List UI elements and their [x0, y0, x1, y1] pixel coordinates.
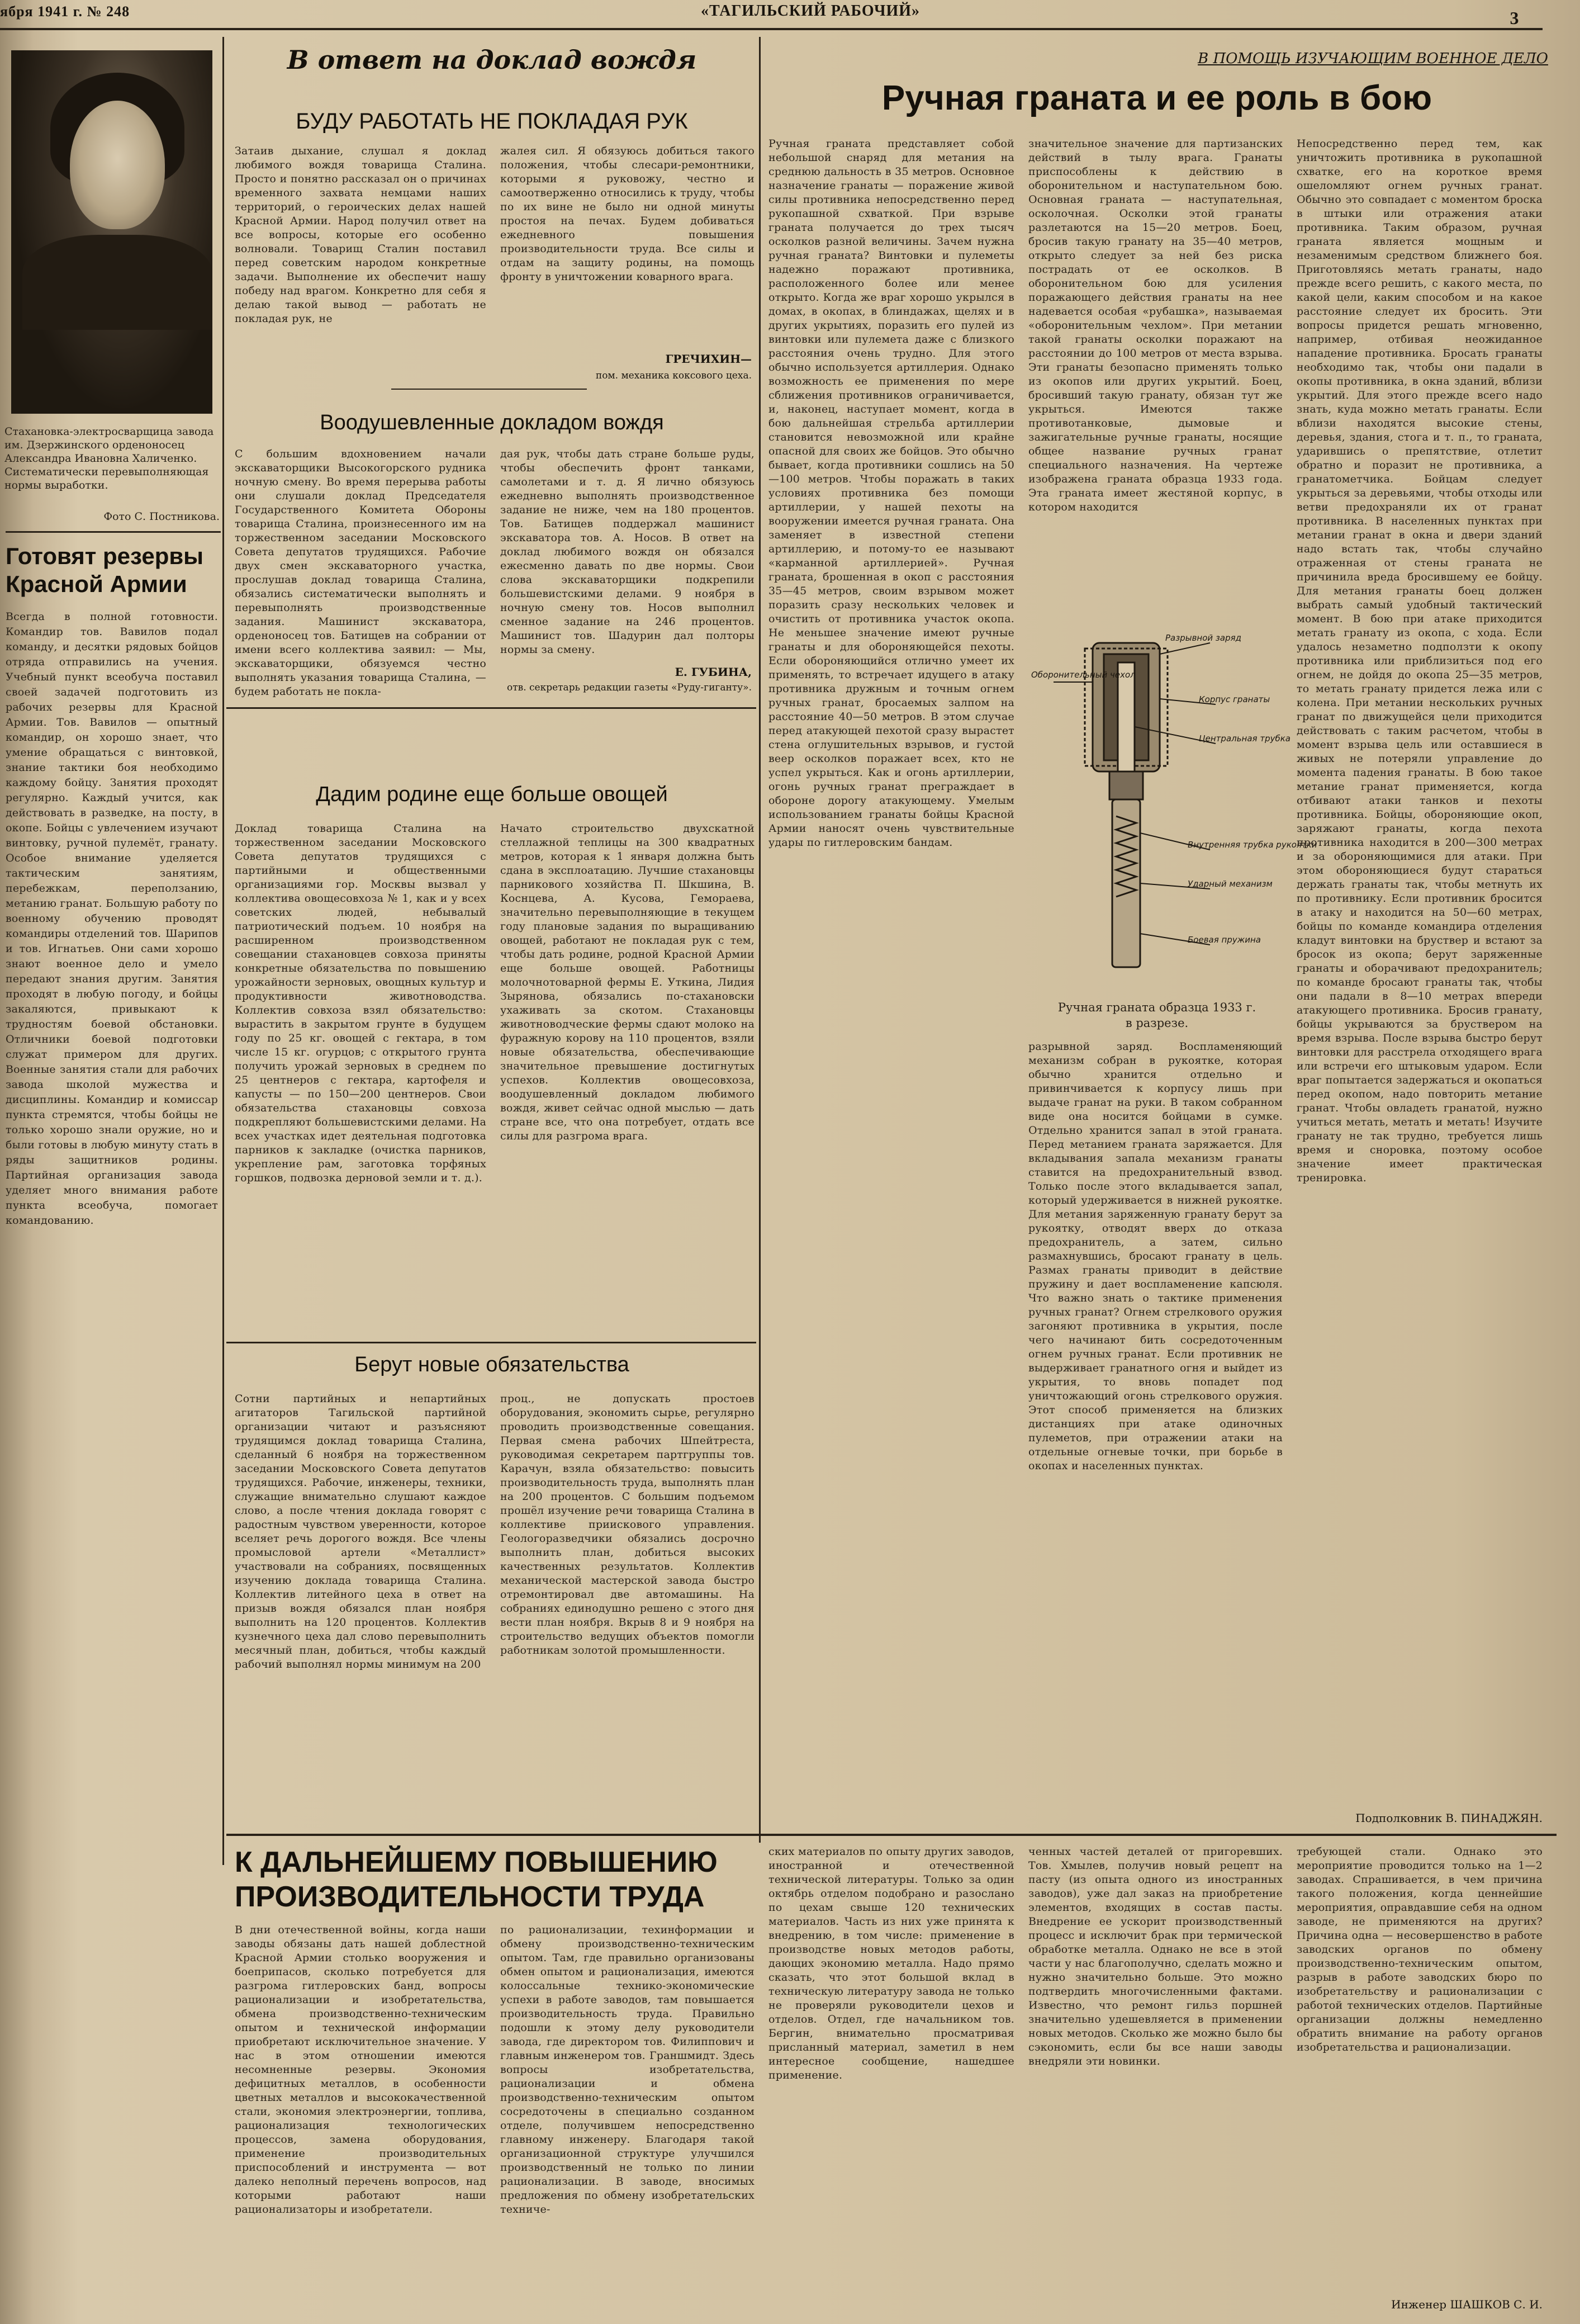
productivity-col4: ченных частей деталей от пригоревших. Тов. Хмылев, получив новый рецепт на пасту (из опыта одного из иностранных заводов), уже дал заказ на приобретение элементов, входящих в состав пасты. Внедрение ее ускорит производственный процесс и исключит брак при термической обработке металла. Однако не все в этой части у нас благополучно, сделать можно и нужно значительно больше. Это можно подтвердить многочисленными фактами. Известно, что ремонт гильз поршней значительно удешевляется в применении новых методов. Сколько же можно было бы сэкономить, если бы все наши заводы внедряли эти новинки. [1028, 1845, 1283, 2067]
grenade-diagram [1031, 632, 1317, 995]
diagram-label: Разрывной заряд [1165, 633, 1242, 643]
page-number: 3 [1510, 8, 1520, 28]
column-rubric: В ПОМОЩЬ ИЗУЧАЮЩИМ ВОЕННОЕ ДЕЛО [1198, 50, 1548, 67]
diagram-label: Оборонительный чехол [1031, 670, 1136, 680]
photo-coat [22, 235, 212, 330]
section-rule [391, 389, 587, 390]
label-leader [1160, 643, 1210, 654]
grenade-col3: Непосредственно перед тем, как уничтожить противника в рукопашной схватке, его на короткое время ошеломляют огнем ручных гранат. Обычно это совпадает с моментом броска в штыки или отражения атаки противника. Таким образом, ручная граната является мощным и незаменимым средством ближнего боя. Приготовляясь метать гранаты, надо прежде всего решить, с какого места, по какой цели, каким способом и на какое расстояние следует их бросить. Эти вопросы придется решать мгновенно, например, отбивая неожиданное нападение противника. Бросать гранаты необходимо так, чтобы они падали в окопы противника, в окна зданий, вблизи укрытий. Для этого прежде всего надо знать, куда можно метать гранаты. Если вблизи находятся высокие стены, деревья, здания, стога и т. п., то граната, ударившись о препятствие, отлетит обратно и поразит не противника, а гранатометчика. Бойцам следует укрыться за деревьями, чтобы отходы или ветви предохраняли их от гранат противника. В населенных пунктах при метании гранат в окна и двери зданий надо встать так, чтобы случайно отраженная от стены граната не причинила вреда бросившему ее бойцу. Для метания гранаты боец должен выбрать самый удобный тактический момент. В бою при атаке приходится метать гранату из окопа, с хода. Если удалось незаметно подползти к окопу противника или приблизиться под его огнем, не дойдя до окопа 25—35 метров, то метать гранату придется лежа или с колена. При метании нескольких ручных гранат по движущейся цели приходится действовать с таким расчетом, чтобы в момент взрыва цель или оставшиеся в живых не потеряли управление до момента падения гранаты. В бою такое метание гранат применяется, когда отбивают атаки танков и пехоты противника. Бойцы, обороняющие окоп, заряжают гранаты, когда пехота противника находится в 200—300 метрах и за обороняющимися для атаки. При этом обороняющиеся будут стараться держать гранаты так, чтобы метнуть их по противнику. Если противник бросится в атаку и находится на 50—60 метрах, бойцы по команде командира отделения кладут винтовки на бруствер и встают за бросок из окопа; берут заряженные гранаты и оборачивают предохранитель; по команде бросают гранаты так, чтобы они падали в 8—10 метрах впереди атакующего противника. Бросив гранату, бойцы укрываются за бруствером на время взрыва. После взрыва быстро берут винтовки для расстрела отходящего врага или встречи его штыковым ударом. Если враг попытается задержаться и окопаться перед окопом, надо повторить метание гранат. Чтобы овладеть гранатой, нужно учиться метать, метать и метать! Изучите гранату не так трудно, требуется лишь время и сноровка, поэтому особое значение имеет практическая тренировка. [1297, 138, 1543, 1184]
issue-date: ября 1941 г. № 248 [0, 3, 130, 20]
diagram-caption: Ручная граната образца 1933 г. [1057, 1001, 1256, 1014]
productivity-col2: по рационализации, техинформации и обмену производственно-техническим опытом. Там, где правильно организованы обмен опытом и рационализация, имеются колоссальные технико-экономические успехи в работе заводов, там повышается производительность труда. Правильно подошли к этому делу руководители завода, где директором тов. Филиппович и главным инженером тов. Граншмидт. Здесь вопросы изобретательства, рационализации и обмена производственно-техническим опытом сосредоточены в специально созданном отделе, получившем непосредственно главному инженеру. Благодаря такой организационной структуре улучшился производственный не только по линии рационализации. В заводе, вносимых предложения по обмену изобретательских техниче- [500, 1924, 755, 2216]
veg-col2: Начато строительство двухскатной стеллажной теплицы на 300 квадратных метров, которая к 1 января должна быть сдана в эксплоатацию. Лучшие стахановцы парникового хозяйства П. Шкшина, В. Коснцева, А. Кусова, Гемораева, значительно перевыполняющие в текущем году плановые задания по выращиванию овощей, работают не покладая рук с тем, чтобы дать родине, родной Красной Армии еще больше овощей. Работницы молочнотоварной фермы Е. Уткина, Лидия Зырянова, обязались по-стахановски ухаживать за скотом. Стахановцы животноводческие фермы сдают молоко на фуражную корову на 110 процентов, взяли новые обязательства, обеспечивающие значительное превышение достигнутых успехов. Коллектив овощесовхоза, воодушевленный докладом любимого вождя, живет сейчас одной мыслью — дать стране все, что она потребует, отдать все силы для разгрома врага. [500, 822, 755, 1142]
obligations-title: Берут новые обязательства [354, 1353, 629, 1376]
report-col2: дая рук, чтобы дать стране больше руды, чтобы обеспечить фронт танками, самолетами и т. д. Я лично обязуюсь ежедневно выполнять производственное задание не ниже, чем на 180 процентов. Тов. Батищев поддержал машинист экскаватора тов. А. Носов. В ответ на доклад любимого вождя он обязался ежесменно давать по две нормы. Свои слова экскаваторщики подкрепили большевистскими делами. 9 ноября в ночную смену тов. Носов выполнил сменное задание на 246 процентов. Машинист тов. Шадурин дал полторы нормы за смену. [500, 448, 755, 656]
obligations-col1: Сотни партийных и непартийных агитаторов Тагильской партийной организации читают и разъясняют трудящимся доклад товарища Сталина, сделанный 6 ноября на торжественном заседании Московского Совета депутатов трудящихся. Рабочие, инженеры, техники, служащие внимательно слушают каждое слово, а после чтения доклада говорят с радостным чувством уверенности, которое вселяет речь дорогого вождя. Все члены промысловой артели «Металлист» участвовали на собраниях, посвященных изучению доклада товарища Сталина. Коллектив литейного цеха в ответ на призыв вождя обязался план ноября выполнить на 120 процентов. Коллектив кузнечного цеха дал слово перевыполнить месячный план, добиться, чтобы каждый рабочий выполнял нормы минимум на 200 [235, 1393, 486, 1670]
newspaper-name: «ТАГИЛЬСКИЙ РАБОЧИЙ» [700, 2, 921, 20]
report-col1: С большим вдохновением начали экскаваторщики Высокогорского рудника ночную смену. Во время перерыва работы они слушали доклад Председателя Государственного Комитета Обороны товарища Сталина, произнесенного им на торжественном заседании Московского Совета депутатов трудящихся. Рабочие двух смен экскаваторного участка, прослушав доклад товарища Сталина, обязались систематически выполнять и перевыполнять производственные задания. Машинист экскаватора, орденоносец тов. Батищев на собрании от имени всего коллектива заявил: — Мы, экскаваторщики, обязуемся честно выполнять указания товарища Сталина, — будем работать не покла- [235, 448, 486, 698]
diagram-label: Корпус гранаты [1199, 694, 1270, 704]
grenade-title: Ручная граната и ее роль в бою [881, 79, 1432, 117]
section-rule [226, 707, 756, 709]
photo-caption: Стахановка-электросварщица завода им. Дзержинского орденоносец Александра Ивановна Халиченко. Систематически перевыполняющая нормы выработки. [4, 425, 214, 491]
diagram-label: Ударный механизм [1188, 879, 1273, 889]
diagram-caption-2: в разрезе. [1125, 1016, 1189, 1030]
photo-rule [6, 531, 221, 533]
work-col1: Затаив дыхание, слушал я доклад любимого вождя товарища Сталина. Просто и понятно рассказал он о причинах временного захвата немцами наших территорий, о героических делах нашей Красной Армии. Народ получил ответ на все вопросы, которые его особенно волновали. Товарищ Сталин поставил перед советским народом конкретные задачи. Выполнение их обеспечит нашу победу над врагом. Конкретно для себя я делаю такой вывод — работать не покладая рук, не [235, 145, 486, 325]
productivity-col5: требующей стали. Однако это мероприятие проводится только на 1—2 заводах. Спрашивается, в чем причина такого положения, когда ценнейшие мероприятия, оправдавшие себя на одном заводе, не применяются на других? Причина одна — несовершенство в работе заводских органов по обмену производственно-техническим опытом, разрыв в работе заводских бюро по изобретательству и рационализации с работой технических отделов. Партийные организации должны немедленно обратить внимание на работу органов изобретательства и рационализации. [1297, 1845, 1543, 2053]
section-rule [226, 1342, 756, 1343]
masthead-rule [0, 28, 1543, 30]
obligations-col2: проц., не допускать простоев оборудования, экономить сырье, регулярно проводить производственные совещания. Первая смена рабочих Шпейтрестa, руководимая секретарем партгруппы тов. Карачун, взяла обязательство: повысить производительность труда, выполнять план на 200 процентов. С большим подъемом прошёл изучение речи товарища Сталина в коллективе приискового управления. Геологоразведчики обязались досрочно выполнить план, добиться высоких качественных результатов. Коллектив механической мастерской завода быстро отремонтировал две автомашины. На собраниях единодушно решено с этого дня вести план ноября. Вкрыв 8 и 9 ноября на строительство ведущих объектов помогли работникам золотой промышленности. [500, 1393, 755, 1656]
section-banner: В ответ на доклад вождя [287, 45, 697, 75]
section-rule [226, 1834, 1557, 1836]
grenade-col2b: разрывной заряд. Воспламеняющий механизм собран в рукоятке, которая обычно хранится отдельно и привинчивается к корпусу лишь при выдаче гранат на руки. В таком собранном виде она носится бойцами в сумке. Отдельно хранится запал в этой граната. Перед метанием граната заряжается. Для вкладывания запала механизм гранаты ставится на предохранительный взвод. Только после этого вкладывается запал, который удерживается в нижней рукоятке. Для метания заряженную гранату берут за рукоятку, отводят вверх до отказа предохранитель, а затем, сильно размахнувшись, бросают гранату в цель. Размах гранаты приводит в действие пружину и дает воспламенение капсюля. Что важно знать о тактике применения ручных гранат? Огнем стрелкового оружия загоняют противника в укрытия, после чего начинают бить сосредоточенным огнем ручных гранат. Если противник не выдерживает гранатного огня и выйдет из укрытия, то вновь попадет под уничтожающий огонь стрелкового оружия. Этот способ применяется на близких дистанциях при атаке одиночных пулеметов, при отражении атаки на отдельные огневые точки, при борьбе в окопах и населенных пунктах. [1028, 1040, 1283, 1472]
productivity-signature: Инженер ШАШКОВ С. И. [1391, 2298, 1543, 2311]
veg-col1: Доклад товарища Сталина на торжественном заседании Московского Совета депутатов трудящихся с партийными и общественными организациями гор. Москвы вызвал у коллектива овощесовхоза № 1, как и у всех советских людей, небывалый патриотический подъем. 10 ноября на расширенном производственном совещании стахановцев совхоза приняты конкретные обязательства по повышению урожайности зерновых, овощных культур и продуктивности животноводства. Коллектив совхоза взял обязательство: вырастить в закрытом грунте в будущем году по 25 кг. овощей с гектара, в том числе 15 кг. огурцов; с открытого грунта получить урожай зерновых в среднем по 25 центнеров с гектара, картофеля и капусты — по 150—200 центнеров. Свои обязательства стахановцы совхоза подкрепляют большевистскими делами. На всех участках идет деятельная подготовка парников к закладке (очистка парников, укрепление рам, заготовка торфяных горшков, подвозка дерновой земли и т. д.). [235, 822, 486, 1184]
photo-credit: Фото С. Постникова. [103, 510, 220, 523]
diagram-label: Внутренняя трубка рукоятки [1188, 840, 1317, 850]
grenade-neck [1109, 771, 1143, 799]
veg-title: Дадим родине еще больше овощей [316, 783, 668, 806]
diagram-label: Центральная трубка [1199, 733, 1290, 744]
report-title: Воодушевленные докладом вождя [320, 411, 664, 434]
worker-photo [11, 50, 212, 414]
reserves-text: Всегда в полной готовности. Командир тов. Вавилов подал команду, и десятки рядовых бойцов отряда отправились на учения. Учебный пункт всеобуча поставил своей задачей подготовить из рабочих резервы для Красной Армии. Тов. Вавилов — опытный командир, он хорошо знает, что умение обращаться с винтовкой, знание тактики боя необходимо каждому бойцу. Занятия проходят регулярно. Каждый учится, как действовать в разведке, на посту, в окопе. Бойцы с увлечением изучают винтовку, ручной пулемёт, гранату. Особое внимание уделяется тактическим занятиям, перебежкам, переползанию, метанию гранат. Большую работу по военному обучению проводят командиры отделений тов. Шарипов и тов. Игнатьев. Они сами хорошо знают военное дело и умело передают знания другим. Занятия проходят в любую погоду, и бойцы закаляются, привыкают к трудностям боевой обстановки. Отличники боевой подготовки служат примером для других. Военные занятия стали для рабочих завода школой мужества и дисциплины. Командир и комиссар пункта стремятся, чтобы бойцы не только хорошо знали оружие, но и были готовы в любую минуту стать в ряды защитников родины. Партийная организация завода уделяет много внимания работе пункта всеобуча, помогает командованию. [6, 610, 218, 1227]
photo-face [70, 101, 165, 229]
productivity-title: К ДАЛЬНЕЙШЕМУ ПОВЫШЕНИЮ ПРОИЗВОДИТЕЛЬНОСТИ ТРУДА [235, 1846, 718, 1913]
grenade-col2: значительное значение для партизанских действий в тылу врага. Гранаты приспособлены к действию в оборонительном и наступательном бою. Основная граната — наступательная, осколочная. Осколки этой гранаты разлетаются на 15—20 метров. Боец, бросив такую гранату на 35—40 метров, открыто следует за ней без риска пострадать от ее осколков. В оборонительном бою для усиления поражающего действия гранаты на нее надевается особая «рубашка», называемая «оборонительным чехлом». При метании такой гранаты осколки поражают на расстоянии до 100 метров от места взрыва. Эти гранаты безопасно применять только из окопов или других укрытий. Боец, бросивший такую гранату, обязан тут же укрыться. Имеются также противотанковые, дымовые и зажигательные ручные гранаты, носящие общее название ручных гранат специального назначения. На чертеже изображена граната образца 1933 года. Эта граната имеет жестяной корпус, в котором находится [1028, 138, 1283, 513]
work-title: БУДУ РАБОТАТЬ НЕ ПОКЛАДАЯ РУК [296, 109, 688, 134]
grenade-col1: Ручная граната представляет собой небольшой снаряд для метания на среднюю дальность в 35 метров. Основное назначение гранаты — поражение живой силы противника непосредственно перед рукопашной схваткой. При взрыве граната получается до трех тысяч осколков разной величины. Зачем нужна ручная граната? Винтовки и пулеметы надежно поражают противника, расположенного более или менее открыто. Когда же враг хорошо укрылся в домах, в окопах, в блиндажах, щелях и в других укрытиях, поразить его пулей из винтовки или пулемета даже с близкого расстояния очень трудно. Для этого обычно используется артиллерия. Однако возможность ее применения по мере сближения противников ограничивается, и, наконец, наступает момент, когда в бою дальнейшая стрельба артиллерии становится невозможной или крайне опасной для своих же бойцов. Это обычно бывает, когда противники сошлись на 50—100 метров. Чтобы поражать в таких условиях противника без помощи артиллерии, у нашей пехоты на вооружении имеется ручная граната. Она заменяет в известной степени артиллерию, и потому-то ее называют «карманной артиллерией». Ручная граната, брошенная в окоп с расстояния 35—45 метров, своим взрывом может поразить сразу нескольких человек и очистить от противника участок окопа. Не меньшее значение имеют ручные гранаты и для обороняющейся пехоты. Если обороняющийся отлично умеет их применять, то встречает идущего в атаку противника дружным и точным огнем ручных гранат, бросаемых залпом на расстояние 40—50 метров. В этом случае перед атакующей пехотой сразу вырастет стена оглушительных взрывов, и густой веер осколков поражает всех, кто не успел укрыться. Как и огонь артиллерии, огонь ручных гранат преграждает в обороне дорогу атакующему. Умелым использованием гранаты бойцы Красной Армии наносят очень чувствительные удары по гитлеровским бандам. [768, 138, 1014, 849]
grenade-signature: Подполковник В. ПИНАДЖЯН. [1355, 1811, 1543, 1825]
productivity-col3: ских материалов по опыту других заводов, иностранной и отечественной технической литературы. Только за один октябрь отделом подобрано и разослано по цехам свыше 120 технических материалов. Часть из них уже принята к внедрению, в том числе: применение в производстве новых методов работы, дающих экономию металла. Надо прямо сказать, что этот большой вклад в техническую литературу завода не только не проверяли руководители цехов и отделов. Отдел, где начальником тов. Бергин, внимательно просматривая присланный материал, заметил в нем интересное сообщение, нашедшее применение. [768, 1845, 1014, 2081]
work-signature: ГРЕЧИХИН— [665, 352, 752, 366]
diagram-label: Боевая пружина [1188, 935, 1261, 945]
column-divider [222, 37, 224, 1865]
work-col2: жалея сил. Я обязуюсь добиться такого положения, чтобы слесари-ремонтники, которыми я руковожу, честно и самоотверженно относились к труду, чтобы по их вине не было ни одной минуты простоя на печах. Будем добиваться ежедневного повышения производительности труда. Все силы и отдам на защиту родины, на помощь фронту в уничтожении коварного врага. [500, 145, 755, 283]
reserves-title: Готовят резервы Красной Армии [6, 543, 204, 597]
report-signature-note: отв. секретарь редакции газеты «Руду-гиганту». [506, 682, 752, 693]
productivity-col1: В дни отечественной войны, когда наши заводы обязаны дать нашей доблестной Красной Армии столько вооружения и боеприпасов, сколько потребуется для разгрома гитлеровских банд, вопросы рационализации и изобретательства, обмена производственно-техническим опытом и технической информации приобретают исключительное значение. У нас в этом отношении имеются несомненные резервы. Экономия дефицитных металлов, в особенности цветных металлов и высококачественной стали, экономия электроэнергии, топлива, рационализация технологических процессов, замена оборудования, применение производительных приспособлений и инструмента — вот далеко неполный перечень вопросов, над которыми работают наши рационализаторы и изобретатели. [235, 1924, 486, 2216]
work-signature-note: пом. механика коксового цеха. [595, 370, 752, 381]
report-signature: Е. ГУБИНА, [675, 665, 752, 679]
column-divider [759, 37, 761, 1843]
